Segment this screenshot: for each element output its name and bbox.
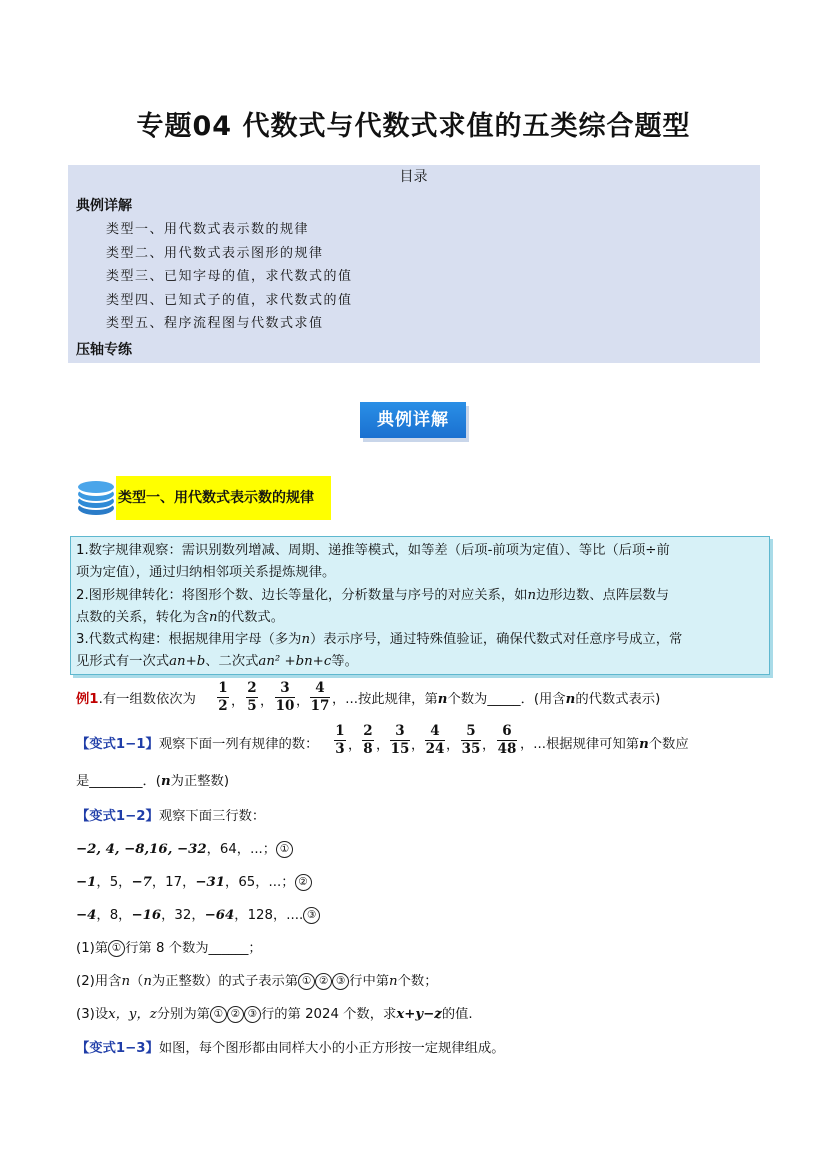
tip-text: 见形式有一次式	[76, 654, 170, 669]
term: −31	[195, 875, 226, 890]
term: ，32，	[161, 908, 205, 923]
comma: ，	[411, 738, 425, 753]
term: −16	[131, 908, 162, 923]
text: (1)第	[76, 941, 109, 956]
var-n: n	[208, 610, 218, 625]
tip-line-1: 1.数字规律观察：需识别数列增减、周期、递推等模式，如等差（后项-前项为定值）、等比（后项÷前	[76, 543, 670, 558]
circled-number: ②	[227, 1006, 244, 1023]
text: 个数为_____．(用含	[447, 692, 566, 707]
variant-1-1-prefix	[76, 733, 318, 752]
sequence-row-3	[76, 904, 320, 924]
circled-number: ①	[210, 1006, 227, 1023]
tip-text: 3.代数式构建：根据规律用字母（多为	[76, 632, 302, 647]
toc-item-type4[interactable]: 类型四、已知式子的值，求代数式的值	[106, 293, 353, 308]
tip-text: 2.图形规律转化：将图形个数、边长等量化，分析数量与序号的对应关系，如	[76, 588, 528, 603]
fraction: 5 35	[461, 723, 481, 757]
formula-quadratic: an² +bn+c	[258, 654, 332, 669]
text: 个数；	[397, 974, 438, 989]
comma: ，	[482, 738, 496, 753]
text: (3)设	[76, 1007, 109, 1022]
question-3	[76, 1003, 473, 1023]
tip-line-6	[76, 653, 358, 671]
text: 的代数式表示)	[575, 692, 661, 707]
fraction: 4 24	[425, 723, 445, 757]
tip-text: 的代数式。	[217, 610, 285, 625]
example1-question	[332, 688, 660, 707]
circled-number: ③	[303, 907, 320, 924]
var-n: n	[639, 737, 649, 752]
term: −7	[131, 875, 152, 890]
text: 观察下面一列有规律的数：	[158, 737, 319, 752]
sequence-terms: −2, 4, −8,16, −32	[76, 842, 207, 857]
text: 个数应	[648, 737, 689, 752]
term: −64	[204, 908, 235, 923]
fraction: 1 3	[335, 723, 345, 757]
text: 行中第	[349, 974, 390, 989]
question-2	[76, 970, 438, 990]
text: 的值.	[441, 1007, 473, 1022]
text: 行的第 2024 个数，求	[260, 1007, 397, 1022]
toc-item-type2[interactable]: 类型二、用代数式表示图形的规律	[106, 246, 324, 261]
circled-number: ③	[244, 1006, 261, 1023]
tip-line-3	[76, 587, 669, 605]
sequence-terms: ，64，...；	[206, 842, 277, 857]
tip-line-2: 项为定值），通过归纳相邻项关系提炼规律。	[76, 565, 336, 580]
tip-text: 边形边数、点阵层数与	[536, 588, 670, 603]
page-title: 专题04 代数式与代数式求值的五类综合题型	[136, 111, 691, 142]
var-n: n	[301, 632, 311, 647]
comma: ，	[296, 694, 310, 709]
text: 为正整数）的式子表示第	[151, 974, 299, 989]
var-n: n	[389, 974, 398, 989]
banner-dots-decoration	[366, 395, 396, 401]
section-banner: 典例详解	[360, 402, 466, 438]
circled-number: ①	[298, 973, 315, 990]
comma: ，	[376, 738, 390, 753]
variant-label: 【变式1−3】	[76, 1041, 159, 1056]
text: 观察下面三行数：	[158, 809, 266, 824]
formula-linear: an+b	[169, 654, 206, 669]
text: ，...根据规律可知第	[520, 737, 640, 752]
comma: ，	[348, 738, 362, 753]
text: 如图，每个图形都由同样大小的小正方形按一定规律组成。	[158, 1041, 505, 1056]
fraction: 1 2	[218, 680, 228, 714]
tip-text: 等。	[331, 654, 358, 669]
variant-1-1-question	[520, 733, 689, 752]
term: ，8，	[96, 908, 132, 923]
comma: ，	[260, 694, 274, 709]
fraction: 6 48	[497, 723, 517, 757]
var-n: n	[143, 974, 152, 989]
var-n: n	[437, 692, 448, 707]
circled-number: ③	[332, 973, 349, 990]
variant-1-2-heading	[76, 805, 265, 824]
fraction: 3 10	[275, 680, 295, 714]
question-1	[76, 937, 262, 957]
example1-prefix	[76, 688, 196, 707]
var-n: n	[565, 692, 576, 707]
variant-1-3	[76, 1037, 505, 1056]
text: 是________．(	[76, 774, 161, 789]
type1-heading: 类型一、用代数式表示数的规律	[116, 476, 331, 520]
term: ，65，...；	[225, 875, 295, 890]
fraction: 2 8	[363, 723, 373, 757]
example1-label: 例1	[76, 692, 99, 707]
tip-text: ）表示序号，通过特殊值验证，确保代数式对任意序号成立，常	[310, 632, 683, 647]
variables: x，y，z	[108, 1007, 157, 1022]
comma: ，	[231, 694, 245, 709]
toc-section-examples[interactable]: 典例详解	[76, 198, 132, 214]
var-n: n	[121, 974, 131, 989]
tip-text: 、二次式	[205, 654, 259, 669]
text: ，...按此规律，第	[332, 692, 438, 707]
text: 分别为第	[156, 1007, 210, 1022]
term: ，17，	[151, 875, 196, 890]
fraction: 4 17	[310, 680, 330, 714]
toc-section-hard[interactable]: 压轴专练	[76, 342, 132, 358]
fraction: 2 5	[247, 680, 257, 714]
tip-line-4	[76, 609, 284, 627]
circled-number: ②	[295, 874, 312, 891]
text: (2)用含	[76, 974, 122, 989]
sequence-row-2	[76, 871, 312, 891]
variant-label: 【变式1−1】	[76, 737, 159, 752]
term: ，128，....	[234, 908, 304, 923]
example1-text: .有一组数依次为	[98, 692, 196, 707]
toc-item-type3[interactable]: 类型三、已知字母的值，求代数式的值	[106, 269, 353, 284]
sequence-row-1	[76, 838, 293, 858]
fraction: 3 15	[390, 723, 410, 757]
text: 为正整数)	[170, 774, 230, 789]
tip-line-5	[76, 631, 682, 649]
tip-text: 点数的关系，转化为含	[76, 610, 209, 625]
text: 行第 8 个数为______；	[125, 941, 262, 956]
toc-box	[68, 165, 760, 363]
var-n: n	[527, 588, 537, 603]
circled-number: ①	[108, 940, 125, 957]
variant-label: 【变式1−2】	[76, 809, 159, 824]
comma: ，	[446, 738, 460, 753]
text: （	[130, 974, 144, 989]
term: −4	[76, 908, 97, 923]
toc-item-type1[interactable]: 类型一、用代数式表示数的规律	[106, 222, 310, 237]
toc-heading: 目录	[399, 169, 428, 185]
circled-number: ②	[315, 973, 332, 990]
term: −1	[76, 875, 97, 890]
circled-number: ①	[276, 841, 293, 858]
books-icon	[76, 481, 116, 517]
var-n: n	[160, 774, 171, 789]
expression: x+y−z	[396, 1007, 442, 1022]
variant-1-1-line2	[76, 770, 229, 789]
term: ，5，	[96, 875, 132, 890]
toc-item-type5[interactable]: 类型五、程序流程图与代数式求值	[106, 316, 324, 331]
